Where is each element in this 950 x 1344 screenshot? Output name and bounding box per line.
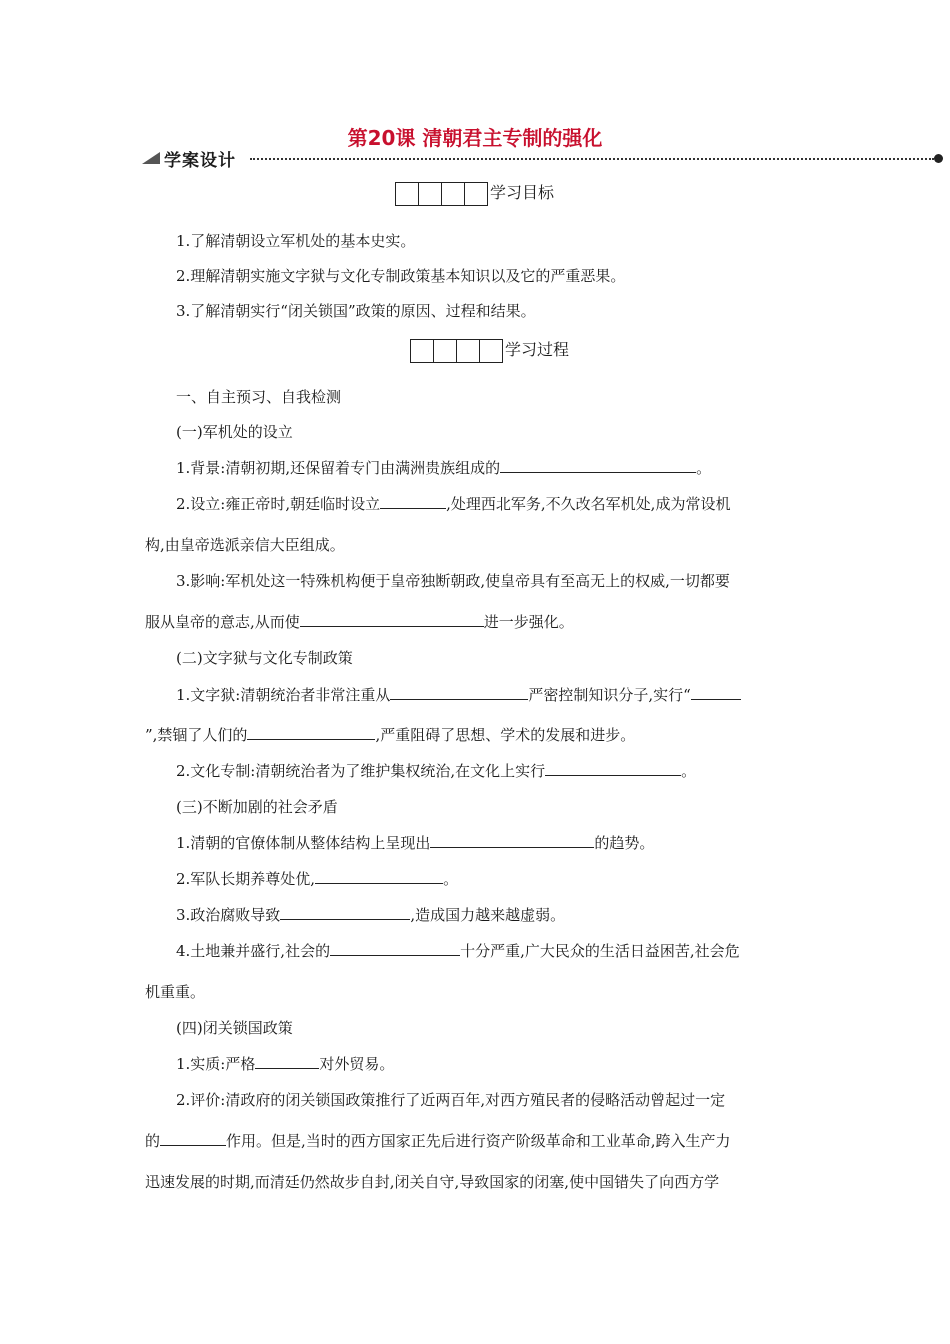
text-line: 2.军队长期养尊处优, 。 (176, 870, 459, 888)
answer-blank[interactable] (330, 941, 460, 956)
answer-blank[interactable] (545, 761, 681, 776)
text-line: ”,禁锢了人们的 ,严重阻碍了思想、学术的发展和进步。 (145, 726, 636, 744)
text-line: 迅速发展的时期,而清廷仍然故步自封,闭关自守,导致国家的闭塞,使中国错失了向西方学 (145, 1173, 720, 1191)
answer-blank[interactable] (390, 685, 528, 700)
answer-blank[interactable] (300, 612, 484, 627)
section-header-band (142, 146, 942, 172)
header-label: 学案设计 (164, 151, 236, 171)
text-line: 的 作用。但是,当时的西方国家正先后进行资产阶级革命和工业革命,跨入生产力 (145, 1132, 731, 1150)
subsection-heading: (三)不断加剧的社会矛盾 (176, 798, 338, 816)
subsection-heading: (二)文字狱与文化专制政策 (176, 649, 353, 667)
answer-blank[interactable] (160, 1131, 226, 1146)
text-line: 2.评价:清政府的闭关锁国政策推行了近两百年,对西方殖民者的侵略活动曾起过一定 (176, 1091, 726, 1109)
answer-blank[interactable] (430, 833, 594, 848)
text-line: 2.文化专制:清朝统治者为了维护集权统治,在文化上实行 。 (176, 762, 697, 780)
goals-heading-label: 学习目标 (490, 183, 555, 202)
text-line: 服从皇帝的意志,从而使 进一步强化。 (145, 613, 574, 631)
answer-blank[interactable] (255, 1054, 319, 1069)
text-line: 3.影响:军机处这一特殊机构便于皇帝独断朝政,使皇帝具有至高无上的权威,一切都要 (176, 572, 730, 590)
subsection-heading: (四)闭关锁国政策 (176, 1019, 293, 1037)
part-heading: 一、自主预习、自我检测 (176, 388, 342, 406)
subsection-heading: (一)军机处的设立 (176, 423, 293, 441)
text-line: 构,由皇帝选派亲信大臣组成。 (145, 536, 345, 554)
box-decoration (410, 339, 503, 363)
page-title: 第20课 清朝君主专制的强化 (347, 126, 603, 150)
box-decoration (395, 182, 488, 206)
answer-blank[interactable] (500, 458, 696, 473)
goal-item: 3.了解清朝实行“闭关锁国”政策的原因、过程和结果。 (176, 302, 536, 320)
goal-item: 2.理解清朝实施文字狱与文化专制政策基本知识以及它的严重恶果。 (176, 267, 626, 285)
answer-blank[interactable] (315, 869, 443, 884)
process-heading-label: 学习过程 (505, 340, 570, 359)
answer-blank[interactable] (280, 905, 410, 920)
text-line: 1.背景:清朝初期,还保留着专门由满洲贵族组成的 。 (176, 459, 712, 477)
text-line: 4.土地兼并盛行,社会的 十分严重,广大民众的生活日益困苦,社会危 (176, 942, 740, 960)
text-line: 2.设立:雍正帝时,朝廷临时设立 ,处理西北军务,不久改名军机处,成为常设机 (176, 495, 731, 513)
divider-end-dot (934, 154, 943, 163)
goal-item: 1.了解清朝设立军机处的基本史实。 (176, 232, 416, 250)
triangle-icon (142, 152, 160, 164)
answer-blank[interactable] (691, 685, 741, 700)
text-line: 1.清朝的官僚体制从整体结构上呈现出 的趋势。 (176, 834, 655, 852)
text-line: 机重重。 (145, 983, 206, 1001)
goals-heading (395, 180, 554, 206)
text-line: 1.实质:严格 对外贸易。 (176, 1055, 395, 1073)
text-line: 3.政治腐败导致 ,造成国力越来越虚弱。 (176, 906, 566, 924)
text-line: 1.文字狱:清朝统治者非常注重从 严密控制知识分子,实行“ (176, 684, 741, 705)
answer-blank[interactable] (247, 725, 375, 740)
answer-blank[interactable] (380, 494, 446, 509)
process-heading (410, 337, 569, 363)
dotted-divider (250, 158, 934, 160)
